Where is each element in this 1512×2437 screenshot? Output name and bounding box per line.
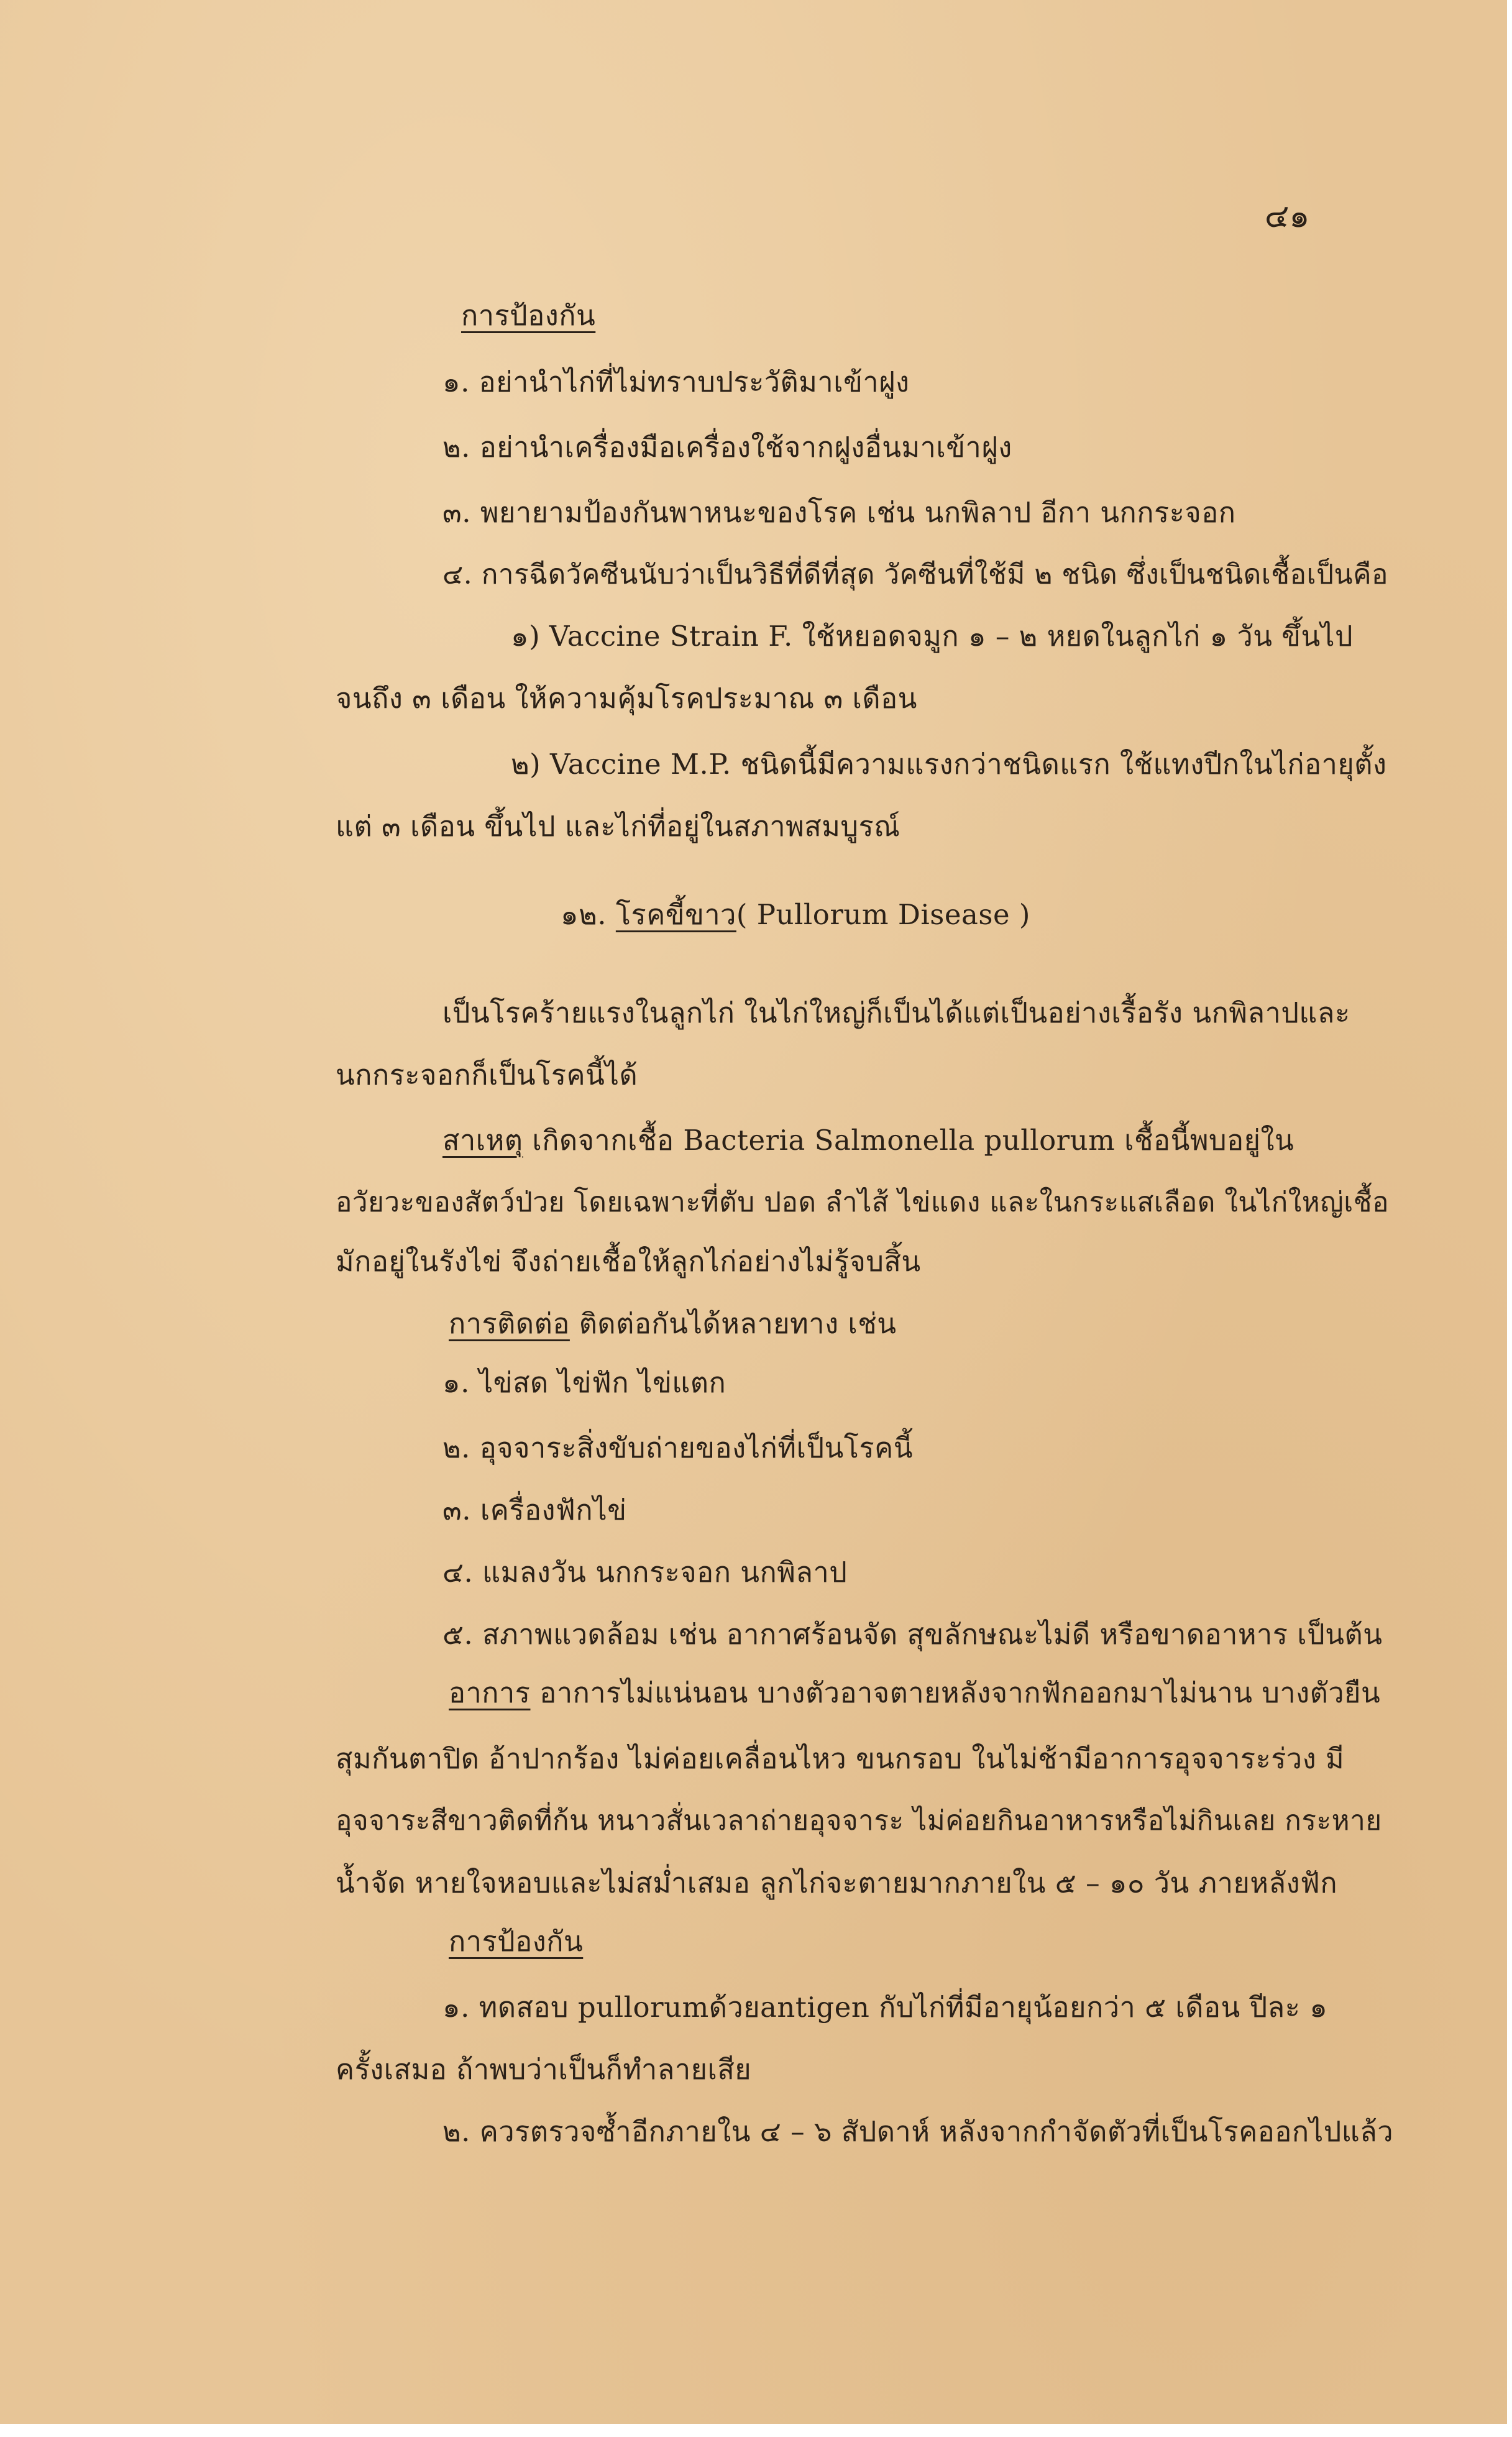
vaccine-strain-f-line-1: ๑) Vaccine Strain F. ใช้หยอดจมูก ๑ – ๒ หยดในลูกไก่ ๑ วัน ขึ้นไป bbox=[511, 620, 1354, 653]
transmission-item-2: ๒. อุจจาระสิ่งขับถ่ายของไก่ที่เป็นโรคนี้ bbox=[442, 1431, 913, 1464]
prevention-item-4: ๔. การฉีดวัคซีนนับว่าเป็นวิธีที่ดีที่สุด วัคซีนที่ใช้มี ๒ ชนิด ซึ่งเป็นชนิดเชื้อเป็นคือ bbox=[442, 559, 1388, 590]
prevention-2-item-2-line-1: ๒. ควรตรวจซ้ำอีกภายใน ๔ – ๖ สัปดาห์ หลังจากกำจัดตัวที่เป็นโรคออกไปแล้ว bbox=[442, 2115, 1394, 2148]
page-number: ๔๑ bbox=[1265, 198, 1310, 235]
symptoms-line-3: อุจจาระสีขาวติดที่ก้น หนาวสั่นเวลาถ่ายอุจจาระ ไม่ค่อยกินอาหารหรือไม่กินเลย กระหาย bbox=[336, 1805, 1382, 1837]
symptoms-line-1-rest: อาการไม่แน่นอน บางตัวอาจตายหลังจากฟักออกมาไม่นาน บางตัวยืน bbox=[539, 1676, 1381, 1709]
disease-title bbox=[561, 896, 1030, 934]
vaccine-mp-line-2: แต่ ๓ เดือน ขึ้นไป และไก่ที่อยู่ในสภาพสมบูรณ์ bbox=[336, 810, 900, 843]
transmission-item-1: ๑. ไข่สด ไข่ฟัก ไข่แตก bbox=[442, 1366, 726, 1399]
transmission-label: การติดต่อ bbox=[449, 1307, 570, 1340]
cause-line-3: มักอยู่ในรังไข่ จึงถ่ายเชื้อให้ลูกไก่อย่างไม่รู้จบสิ้น bbox=[336, 1245, 921, 1278]
symptoms-line-1 bbox=[449, 1674, 1380, 1712]
prevention-2-item-1-line-1: ๑. ทดสอบ pullorumด้วยantigen กับไก่ที่มีอายุน้อยกว่า ๕ เดือน ปีละ ๑ bbox=[442, 1991, 1328, 2024]
prevention-2-item-1-line-2: ครั้งเสมอ ถ้าพบว่าเป็นก็ทำลายเสีย bbox=[336, 2053, 752, 2086]
cause-line-1-rest: เกิดจากเชื้อ Bacteria Salmonella pullorum เชื้อนี้พบอยู่ใน bbox=[532, 1124, 1294, 1157]
disease-title-english: ( Pullorum Disease ) bbox=[736, 898, 1030, 931]
transmission-rest: ติดต่อกันได้หลายทาง เช่น bbox=[579, 1307, 897, 1340]
prevention-item-2: ๒. อย่านำเครื่องมือเครื่องใช้จากฝูงอื่นมาเข้าฝูง bbox=[442, 431, 1012, 464]
cause-line-1 bbox=[442, 1122, 1294, 1159]
intro-line-1: เป็นโรคร้ายแรงในลูกไก่ ในไก่ใหญ่ก็เป็นได้แต่เป็นอย่างเรื้อรัง นกพิลาปและ bbox=[442, 996, 1350, 1029]
prevention-item-3: ๓. พยายามป้องกันพาหนะของโรค เช่น นกพิลาป อีกา นกกระจอก bbox=[442, 496, 1236, 529]
transmission-line bbox=[449, 1305, 897, 1342]
cause-label: สาเหตุ bbox=[442, 1124, 523, 1157]
prevention-item-1: ๑. อย่านำไก่ที่ไม่ทราบประวัติมาเข้าฝูง bbox=[442, 365, 910, 398]
intro-line-2: นกกระจอกก็เป็นโรคนี้ได้ bbox=[336, 1058, 638, 1091]
symptoms-line-4: น้ำจัด หายใจหอบและไม่สม่ำเสมอ ลูกไก่จะตายมากภายใน ๕ – ๑๐ วัน ภายหลังฟัก bbox=[336, 1866, 1338, 1899]
prevention-heading: การป้องกัน bbox=[461, 299, 596, 332]
disease-title-number: ๑๒. bbox=[561, 898, 607, 931]
cause-line-2: อวัยวะของสัตว์ป่วย โดยเฉพาะที่ตับ ปอด ลำไส้ ไข่แดง และในกระแสเลือด ในไก่ใหญ่เชื้อ bbox=[336, 1186, 1390, 1218]
symptoms-label: อาการ bbox=[449, 1676, 531, 1709]
disease-title-thai: โรคขี้ขาว bbox=[615, 898, 736, 931]
vaccine-strain-f-line-2: จนถึง ๓ เดือน ให้ความคุ้มโรคประมาณ ๓ เดือน bbox=[336, 682, 917, 715]
transmission-item-5: ๕. สภาพแวดล้อม เช่น อากาศร้อนจัด สุขลักษณะไม่ดี หรือขาดอาหาร เป็นต้น bbox=[442, 1618, 1383, 1651]
transmission-item-4: ๔. แมลงวัน นกกระจอก นกพิลาป bbox=[442, 1556, 848, 1589]
prevention-2-heading: การป้องกัน bbox=[449, 1925, 584, 1958]
symptoms-line-2: สุมกันตาปิด อ้าปากร้อง ไม่ค่อยเคลื่อนไหว ขนกรอบ ในไม่ช้ามีอาการอุจจาระร่วง มี bbox=[336, 1742, 1345, 1775]
vaccine-mp-line-1: ๒) Vaccine M.P. ชนิดนี้มีความแรงกว่าชนิดแรก ใช้แทงปีกในไก่อายุตั้ง bbox=[511, 748, 1387, 781]
transmission-item-3: ๓. เครื่องฟักไข่ bbox=[442, 1494, 627, 1526]
